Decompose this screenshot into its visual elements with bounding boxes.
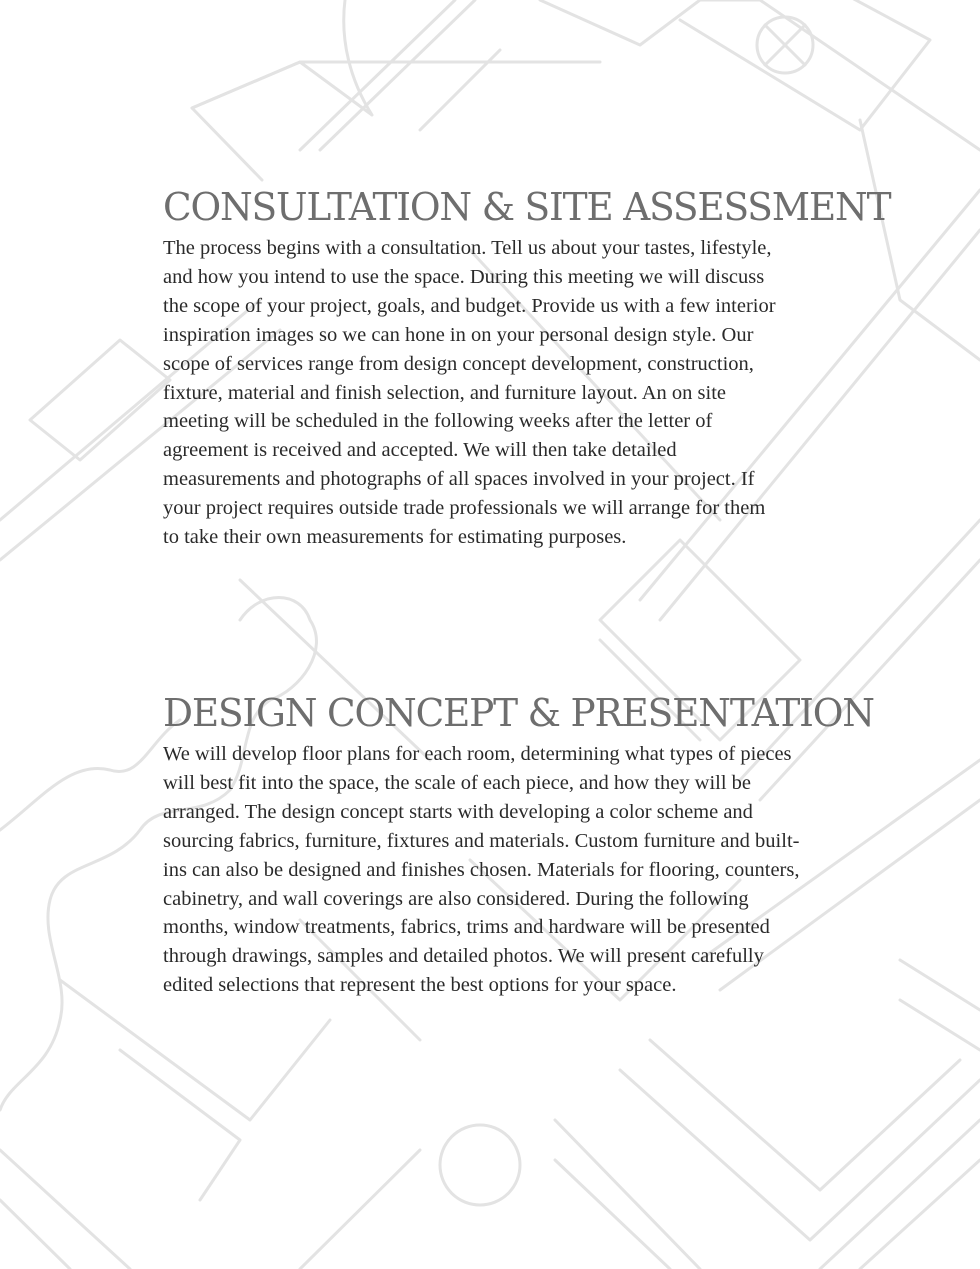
section-body: We will develop floor plans for each room, determining what types of pieces will best fit into the space, the scale of each piece, and how they will be arranged. The design concept starts with developing a color scheme and sourcing fabrics, furniture, fixtures and materials. Custom furniture and built-ins can also be designed and finishes chosen. Materials for flooring, counters, cabinetry, and wall coverings are also considered. During the following months, window treatments, fabrics, trims and hardware will be presented through drawings, samples and detailed photos. We will present carefully edited selections that represent the best options for your space. xyxy=(163,743,800,997)
section-heading: CONSULTATION & SITE ASSESSMENT xyxy=(163,185,891,229)
section-heading: DESIGN CONCEPT & PRESENTATION xyxy=(163,691,874,735)
design-concept-section xyxy=(163,688,883,1000)
section-body: The process begins with a consultation. Tell us about your tastes, lifestyle, and how you intend to use the space. During this meeting we will discuss the scope of your project, goals, and budget. Provide us with a few interior inspiration images so we can hone in on your personal design style. Our scope of services range from design concept development, construction, fixture, material and finish selection, and furniture layout. An on site meeting will be scheduled in the following weeks after the letter of agreement is received and accepted. We will then take detailed measurements and photographs of all spaces involved in your project. If your project requires outside trade professionals we will arrange for them to take their own measurements for estimating purposes. xyxy=(163,237,776,549)
consultation-section xyxy=(163,182,891,552)
